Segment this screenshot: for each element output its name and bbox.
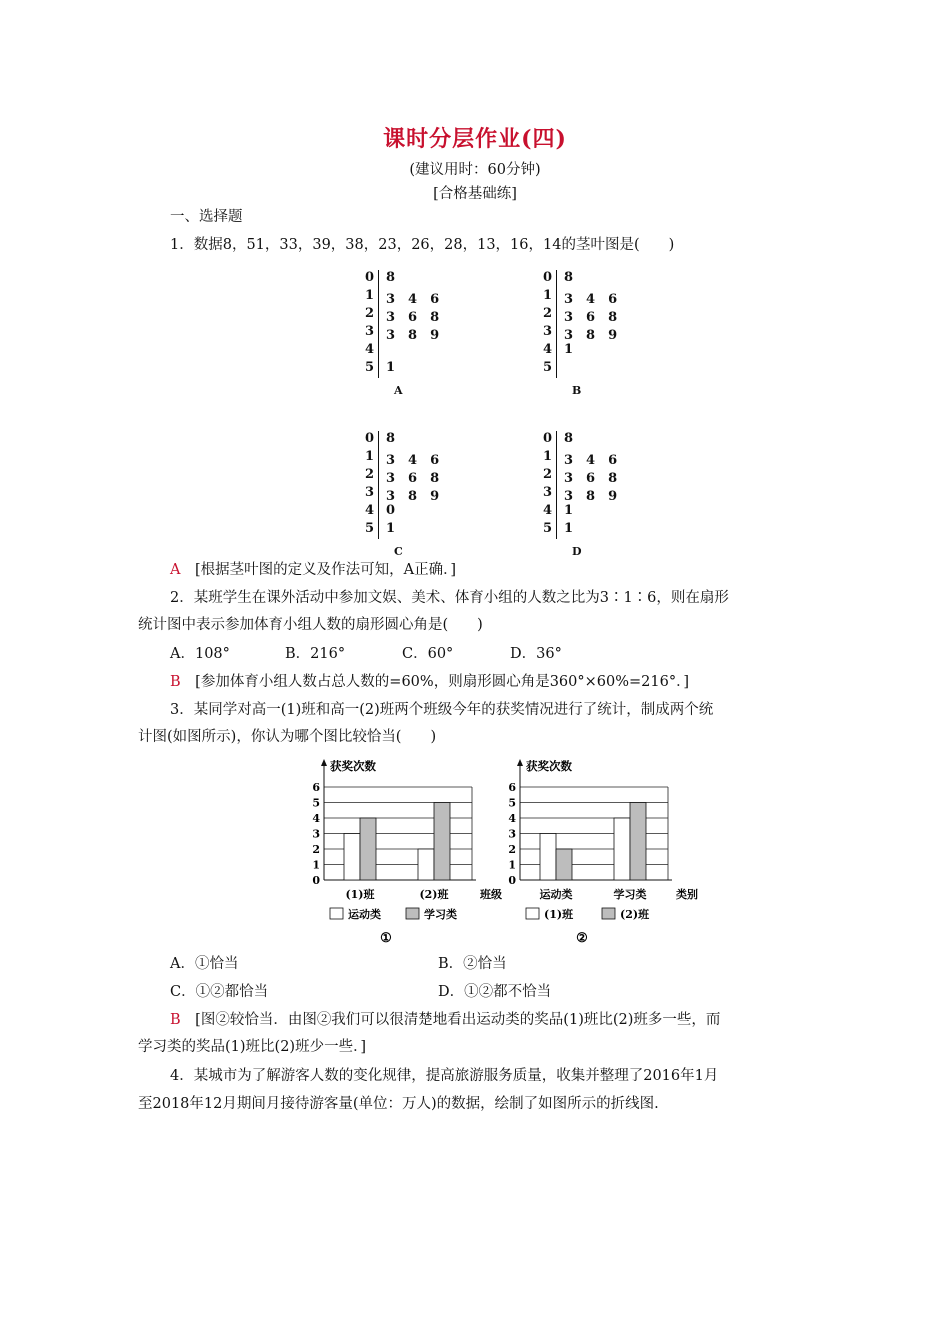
stem-value: 1 — [542, 288, 552, 303]
leaf-values: 3 6 8 — [386, 310, 440, 325]
y-tick-label: 4 — [312, 812, 320, 825]
chart-caption: ① — [380, 931, 392, 946]
chart-caption: ② — [576, 931, 588, 946]
legend-swatch — [602, 908, 615, 919]
page-title: 课时分层作业(四) — [383, 126, 567, 152]
legend-label: 运动类 — [348, 908, 381, 921]
stem-value: 2 — [542, 467, 552, 482]
y-tick-label: 3 — [508, 827, 516, 841]
bar — [418, 849, 434, 880]
q1-answer: A — [170, 562, 181, 578]
legend-swatch — [406, 908, 419, 919]
leaf-values: 1 — [564, 342, 574, 357]
stem-divider — [556, 270, 557, 378]
bar — [630, 803, 646, 881]
stem-value: 3 — [364, 485, 374, 500]
leaf-values: 0 — [386, 503, 396, 518]
stem-plot-d — [540, 431, 660, 561]
legend-swatch — [526, 908, 539, 919]
leaf-values: 3 6 8 — [386, 471, 440, 486]
stem-value: 4 — [542, 342, 552, 357]
bar — [360, 818, 376, 880]
q2-answer: B — [170, 674, 181, 690]
chart-title: 获奖次数 — [526, 759, 572, 773]
stem-value: 2 — [542, 306, 552, 321]
q3-option-d: D．①②都不恰当 — [438, 984, 552, 1000]
part-heading: 一、选择题 — [170, 209, 243, 225]
leaf-values: 1 — [386, 360, 396, 375]
bar-chart-2 — [508, 759, 698, 946]
q1-explain: [根据茎叶图的定义及作法可知，A正确．] — [194, 562, 457, 578]
bar — [556, 849, 572, 880]
bar-chart-1 — [312, 759, 502, 946]
q3-option-a: A．①恰当 — [170, 956, 239, 972]
stem-value: 0 — [542, 270, 552, 285]
stem-value: 5 — [542, 360, 552, 375]
y-tick-label: 6 — [508, 781, 516, 794]
leaf-values: 3 4 6 — [386, 453, 440, 468]
stem-plot-b — [540, 270, 660, 400]
stem-plot-c — [362, 431, 482, 561]
stem-value: 5 — [364, 360, 374, 375]
stem-value: 2 — [364, 467, 374, 482]
bar — [434, 803, 450, 881]
stem-plot-label: D — [572, 545, 582, 558]
y-tick-label: 1 — [508, 858, 516, 872]
stem-plot-a — [362, 270, 482, 400]
q3-option-b: B．②恰当 — [438, 956, 507, 972]
q2-option-c: C．60° — [402, 646, 454, 662]
y-tick-label: 4 — [508, 812, 516, 825]
stem-plot-label: B — [572, 384, 582, 397]
stem-divider — [378, 431, 379, 539]
stem-value: 0 — [364, 431, 374, 446]
leaf-values: 3 8 9 — [564, 489, 618, 504]
legend-swatch — [330, 908, 343, 919]
y-tick-label: 3 — [312, 827, 320, 841]
stem-value: 3 — [542, 485, 552, 500]
q3-explain-2: 学习类的奖品(1)班比(2)班少一些．] — [138, 1039, 366, 1055]
leaf-values: 3 8 9 — [386, 328, 440, 343]
q2-stem-1: 2．某班学生在课外活动中参加文娱、美术、体育小组的人数之比为3∶1∶6，则在扇形 — [170, 590, 729, 606]
stem-value: 1 — [542, 449, 552, 464]
q3-answer: B — [170, 1012, 181, 1028]
q3-stem-2: 计图(如图所示)，你认为哪个图比较恰当( ) — [138, 729, 437, 745]
q3-explain-1: [图②较恰当．由图②我们可以很清楚地看出运动类的奖品(1)班比(2)班多一些，而 — [195, 1012, 721, 1028]
leaf-values: 3 6 8 — [564, 310, 618, 325]
stem-value: 4 — [364, 503, 374, 518]
leaf-values: 8 — [386, 431, 396, 446]
y-tick-label: 1 — [312, 858, 320, 872]
stem-divider — [556, 431, 557, 539]
leaf-values: 3 4 6 — [564, 453, 618, 468]
stem-value: 1 — [364, 449, 374, 464]
section-tag: [合格基础练] — [433, 186, 517, 202]
y-tick-label: 5 — [312, 796, 320, 810]
bar — [344, 834, 360, 881]
legend-label: 学习类 — [424, 908, 457, 921]
bar — [614, 818, 630, 880]
leaf-values: 8 — [564, 431, 574, 446]
q3-answer-line — [170, 1009, 720, 1031]
legend-label: (1)班 — [544, 908, 574, 921]
leaf-values: 1 — [564, 521, 574, 536]
q1-stem: 1．数据8，51，33，39，38，23，26，28，13，16，14的茎叶图是( ) — [170, 237, 675, 253]
leaf-values: 3 4 6 — [564, 292, 618, 307]
stem-plot-label: A — [394, 384, 403, 397]
q2-option-b: B．216° — [285, 646, 346, 662]
leaf-values: 3 4 6 — [386, 292, 440, 307]
leaf-values: 8 — [564, 270, 574, 285]
leaf-values: 3 6 8 — [564, 471, 618, 486]
stem-value: 5 — [364, 521, 374, 536]
stem-value: 4 — [542, 503, 552, 518]
y-tick-label: 0 — [508, 874, 516, 887]
leaf-values: 1 — [386, 521, 396, 536]
bar-charts — [300, 756, 698, 952]
stem-value: 5 — [542, 521, 552, 536]
leaf-values: 8 — [386, 270, 396, 285]
x-category-label: 运动类 — [539, 888, 573, 901]
q1-answer-line — [170, 559, 456, 581]
q3-stem-1: 3．某同学对高一(1)班和高一(2)班两个班级今年的获奖情况进行了统计，制成两个统 — [170, 702, 714, 718]
leaf-values: 1 — [564, 503, 574, 518]
q2-option-a: A．108° — [170, 646, 230, 662]
x-category-label: (2)班 — [419, 888, 449, 901]
x-category-label: 学习类 — [613, 888, 647, 901]
stem-value: 4 — [364, 342, 374, 357]
q2-answer-line — [170, 671, 689, 693]
stem-value: 0 — [364, 270, 374, 285]
legend-label: (2)班 — [620, 908, 650, 921]
leaf-values: 3 8 9 — [386, 489, 440, 504]
y-tick-label: 2 — [312, 843, 320, 856]
stem-value: 2 — [364, 306, 374, 321]
x-category-label: (1)班 — [345, 888, 375, 901]
y-axis-arrow — [321, 759, 327, 766]
stem-value: 1 — [364, 288, 374, 303]
y-tick-label: 6 — [312, 781, 320, 794]
bar — [540, 834, 556, 881]
stem-value: 0 — [542, 431, 552, 446]
chart-title: 获奖次数 — [330, 759, 376, 773]
stem-value: 3 — [364, 324, 374, 339]
stem-plot-label: C — [394, 545, 403, 558]
y-tick-label: 0 — [312, 874, 320, 887]
q4-stem-2: 至2018年12月期间月接待游客量(单位：万人)的数据，绘制了如图所示的折线图. — [138, 1096, 659, 1112]
y-axis-arrow — [517, 759, 523, 766]
y-tick-label: 2 — [508, 843, 516, 856]
q2-explain: [参加体育小组人数占总人数的=60%，则扇形圆心角是360°×60%=216°．] — [195, 674, 689, 690]
x-axis-label: 类别 — [676, 888, 698, 901]
q2-option-d: D．36° — [510, 646, 562, 662]
leaf-values: 3 8 9 — [564, 328, 618, 343]
stem-divider — [378, 270, 379, 378]
x-axis-label: 班级 — [480, 888, 502, 901]
q4-stem-1: 4．某城市为了解游客人数的变化规律，提高旅游服务质量，收集并整理了2016年1月 — [170, 1068, 719, 1084]
y-tick-label: 5 — [508, 796, 516, 810]
q2-stem-2: 统计图中表示参加体育小组人数的扇形圆心角是( ) — [138, 617, 483, 633]
q3-option-c: C．①②都恰当 — [170, 984, 269, 1000]
stem-value: 3 — [542, 324, 552, 339]
subtitle: (建议用时：60分钟) — [409, 162, 541, 178]
